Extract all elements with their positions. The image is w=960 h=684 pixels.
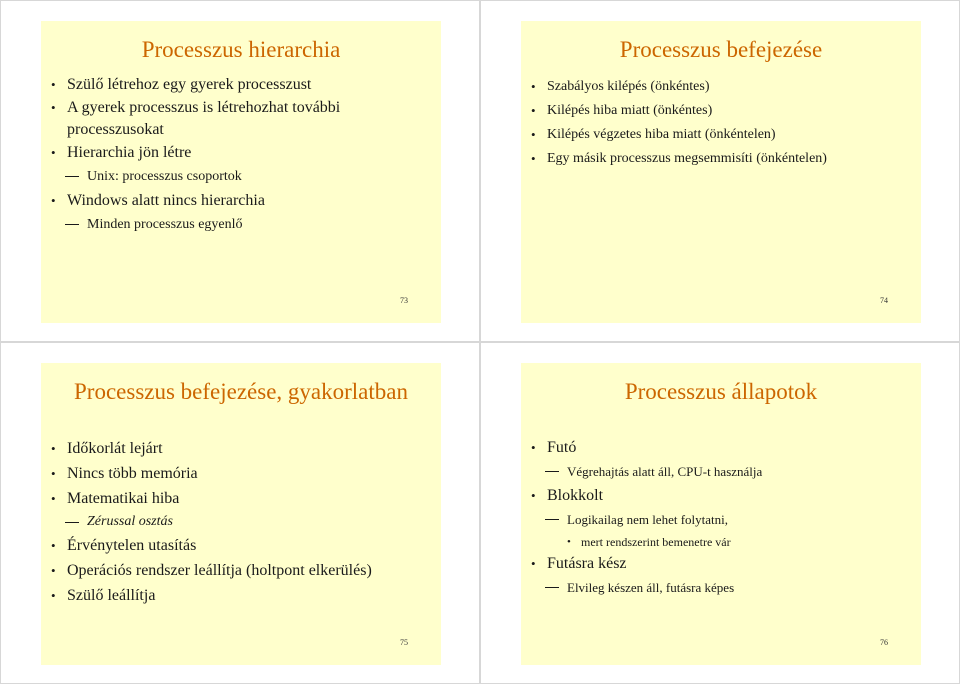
sub-bullet-item: Logikailag nem lehet folytatni,	[521, 508, 921, 532]
slide-74	[521, 21, 921, 323]
bullet-dot-icon: •	[531, 488, 536, 503]
bullet-dot-icon: •	[51, 77, 56, 92]
page-number: 73	[400, 296, 408, 305]
bullet-item: • Egy másik processzus megsemmisíti (önkéntelen)	[521, 147, 921, 171]
bullet-list	[41, 436, 441, 608]
page-cell-76	[480, 342, 960, 684]
bullet-dot-icon: •	[567, 536, 571, 548]
bullet-list	[521, 436, 921, 600]
bullet-item: • Időkorlát lejárt	[41, 436, 441, 461]
bullet-dot-icon: •	[51, 193, 56, 208]
sub-bullet-item: Elvileg készen áll, futásra képes	[521, 576, 921, 600]
dash-icon	[65, 522, 79, 523]
bullet-dot-icon: •	[531, 556, 536, 571]
bullet-item: • Futó	[521, 436, 921, 460]
page-number: 76	[880, 638, 888, 647]
dash-icon	[545, 471, 559, 472]
bullet-dot-icon: •	[51, 100, 56, 115]
page-number: 74	[880, 296, 888, 305]
page-number: 75	[400, 638, 408, 647]
bullet-dot-icon: •	[531, 79, 536, 94]
sub-bullet-item: Végrehajtás alatt áll, CPU-t használja	[521, 460, 921, 484]
bullet-dot-icon: •	[51, 466, 56, 481]
bullet-item: • Blokkolt	[521, 484, 921, 508]
bullet-item: • Kilépés végzetes hiba miatt (önkéntelen)	[521, 123, 921, 147]
bullet-item: • Szülő leállítja	[41, 583, 441, 608]
sub-bullet-item: Zérussal osztás	[41, 511, 441, 533]
bullet-dot-icon: •	[51, 588, 56, 603]
dash-icon	[545, 587, 559, 588]
dash-icon	[545, 519, 559, 520]
slide-title: Processzus befejezése	[619, 37, 823, 62]
bullet-item: • Szabályos kilépés (önkéntes)	[521, 75, 921, 99]
slide-73	[41, 21, 441, 323]
bullet-dot-icon: •	[51, 145, 56, 160]
bullet-item: • A gyerek processzus is létrehozhat további processzusokat	[51, 99, 341, 138]
bullet-dot-icon: •	[531, 151, 536, 166]
bullet-item: • Futásra kész	[521, 552, 921, 576]
slide-title: Processzus befejezése, gyakorlatban	[74, 379, 408, 404]
dash-icon	[65, 176, 79, 177]
sub-sub-bullet-item: • mert rendszerint bemenetre vár	[521, 532, 921, 552]
bullet-item: • Nincs több memória	[41, 461, 441, 486]
sub-bullet-item: Unix: processzus csoportok	[41, 165, 441, 189]
dash-icon	[65, 224, 79, 225]
slide-76	[521, 363, 921, 665]
bullet-item: • Matematikai hiba	[41, 486, 441, 511]
bullet-item: • Operációs rendszer leállítja (holtpont elkerülés)	[41, 558, 441, 583]
page-cell-74	[480, 0, 960, 342]
bullet-dot-icon: •	[51, 441, 56, 456]
page-cell-73	[0, 0, 480, 342]
bullet-item: • Szülő létrehoz egy gyerek processzust	[41, 73, 441, 97]
sub-bullet-item: Minden processzus egyenlő	[41, 213, 441, 237]
bullet-dot-icon: •	[51, 563, 56, 578]
page-cell-75	[0, 342, 480, 684]
slide-title: Processzus hierarchia	[141, 37, 341, 62]
bullet-item: • Érvénytelen utasítás	[41, 533, 441, 558]
bullet-dot-icon: •	[531, 103, 536, 118]
bullet-item: • Kilépés hiba miatt (önkéntes)	[521, 99, 921, 123]
bullet-list	[521, 75, 921, 171]
bullet-list	[41, 73, 441, 237]
bullet-dot-icon: •	[51, 538, 56, 553]
bullet-item: • Windows alatt nincs hierarchia	[41, 189, 441, 213]
bullet-item: • Hierarchia jön létre	[41, 141, 441, 165]
bullet-dot-icon: •	[51, 491, 56, 506]
slide-75	[41, 363, 441, 665]
bullet-dot-icon: •	[531, 440, 536, 455]
slide-title: Processzus állapotok	[624, 379, 818, 404]
bullet-dot-icon: •	[531, 127, 536, 142]
